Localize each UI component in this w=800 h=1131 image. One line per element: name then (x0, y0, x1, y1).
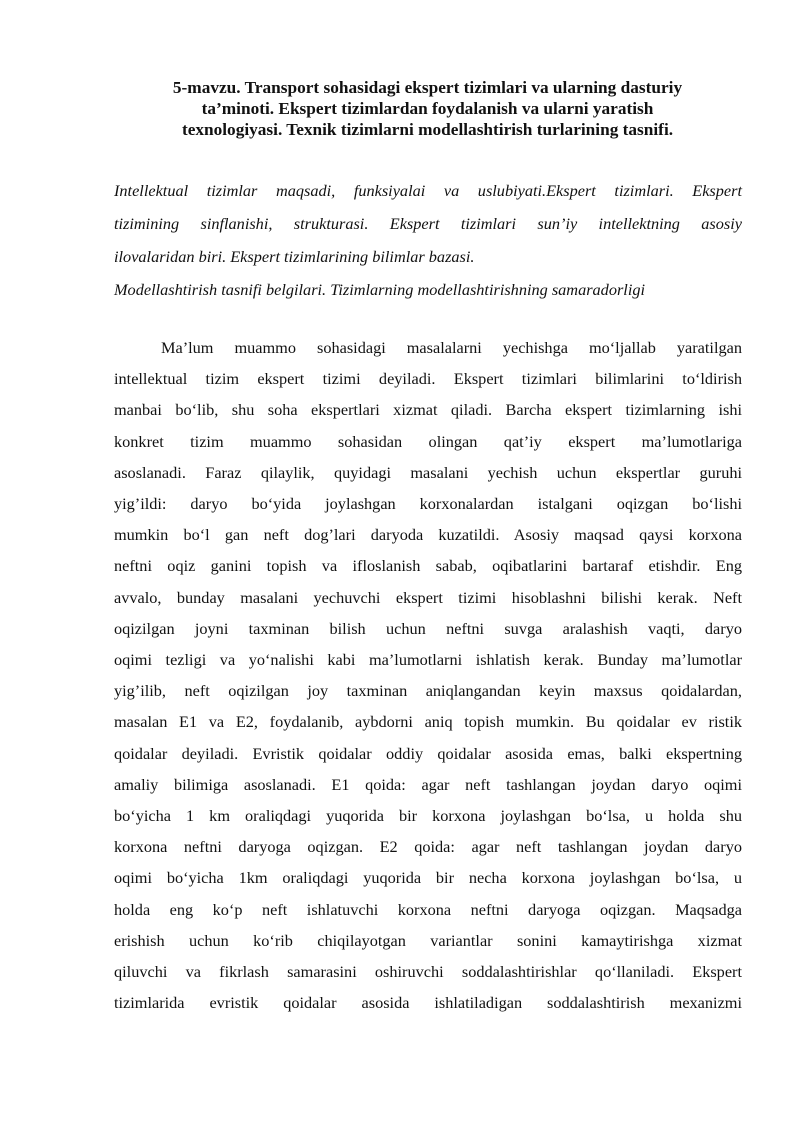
paragraph-line: konkret tizim muammo sohasidan olingan qat’iy ekspert ma’lumotlariga (114, 431, 742, 451)
summary-line: tizimining sinflanishi, strukturasi. Ekspert tizimlari sun’iy intellektning asosiy (114, 214, 742, 233)
paragraph-line: asoslanadi. Faraz qilaylik, quyidagi masalani yechish uchun ekspertlar guruhi (114, 462, 742, 482)
paragraph-line: Ma’lum muammo sohasidagi masalalarni yechishga mo‘ljallab yaratilgan (161, 338, 742, 357)
paragraph-line: oqizilgan joyni taxminan bilish uchun neftni suvga aralashish vaqti, daryo (114, 618, 742, 638)
paragraph-line: yig’ildi: daryo bo‘yida joylashgan korxonalardan istalgani oqizgan bo‘lishi (114, 494, 742, 514)
paragraph-line: masalan E1 va E2, foydalanib, aybdorni aniq topish mumkin. Bu qoidalar ev ristik (114, 712, 742, 732)
paragraph-line: oqimi bo‘yicha 1km oraliqdagi yuqorida bir necha korxona joylashgan bo‘lsa, u (114, 868, 742, 888)
paragraph-line: intellektual tizim ekspert tizimi deyiladi. Ekspert tizimlari bilimlarini to‘ldirish (114, 369, 742, 389)
paragraph-line: qoidalar deyiladi. Evristik qoidalar oddiy qoidalar asosida emas, balki ekspertning (114, 743, 742, 763)
summary-line: ilovalaridan biri. Ekspert tizimlarining bilimlar bazasi. (114, 247, 475, 266)
paragraph-line: amaliy bilimiga asoslanadi. E1 qoida: agar neft tashlangan joydan daryo oqimi (114, 774, 742, 794)
summary-line: Modellashtirish tasnifi belgilari. Tizimlarning modellashtirishning samaradorligi (114, 280, 646, 299)
summary-line: Intellektual tizimlar maqsadi, funksiyalai va uslubiyati.Ekspert tizimlari. Ekspert (114, 181, 742, 200)
paragraph-line: erishish uchun ko‘rib chiqilayotgan variantlar sonini kamaytirishga xizmat (114, 930, 742, 950)
title-line: 5-mavzu. Transport sohasidagi ekspert tizimlari va ularning dasturiy (172, 78, 683, 97)
paragraph-line: holda eng ko‘p neft ishlatuvchi korxona neftni daryoga oqizgan. Maqsadga (114, 899, 742, 919)
paragraph-line: neftni oqiz ganini topish va ifloslanish sabab, oqibatlarini bartaraf etishdir. Eng (114, 556, 742, 576)
paragraph-line: qiluvchi va fikrlash samarasini oshiruvchi soddalashtirishlar qo‘llaniladi. Ekspert (114, 962, 742, 982)
topic-summary (114, 174, 742, 306)
paragraph-line: avvalo, bunday masalani yechuvchi ekspert tizimi hisoblashni bilishi kerak. Neft (114, 587, 742, 607)
body-paragraph (114, 332, 742, 1018)
paragraph-line: mumkin bo‘l gan neft dog’lari daryoda kuzatildi. Asosiy maqsad qaysi korxona (114, 525, 742, 545)
paragraph-line: korxona neftni daryoga oqizgan. E2 qoida: agar neft tashlangan joydan daryo (114, 837, 742, 857)
paragraph-line: manbai bo‘lib, shu soha ekspertlari xizmat qiladi. Barcha ekspert tizimlarning ishi (114, 400, 742, 420)
title-line: texnologiyasi. Texnik tizimlarni modellashtirish turlarining tasnifi. (181, 120, 674, 139)
paragraph-line: tizimlarida evristik qoidalar asosida ishlatiladigan soddalashtirish mexanizmi (114, 993, 742, 1013)
document-title (140, 77, 715, 140)
paragraph-line: oqimi tezligi va yo‘nalishi kabi ma’lumotlarni ishlatish kerak. Bunday ma’lumotlar (114, 650, 742, 670)
paragraph-line: yig’ilib, neft oqizilgan joy taxminan aniqlangandan keyin maxsus qoidalardan, (114, 681, 742, 701)
title-line: ta’minoti. Ekspert tizimlardan foydalanish va ularni yaratish (201, 99, 654, 118)
paragraph-line: bo‘yicha 1 km oraliqdagi yuqorida bir korxona joylashgan bo‘lsa, u holda shu (114, 806, 742, 826)
